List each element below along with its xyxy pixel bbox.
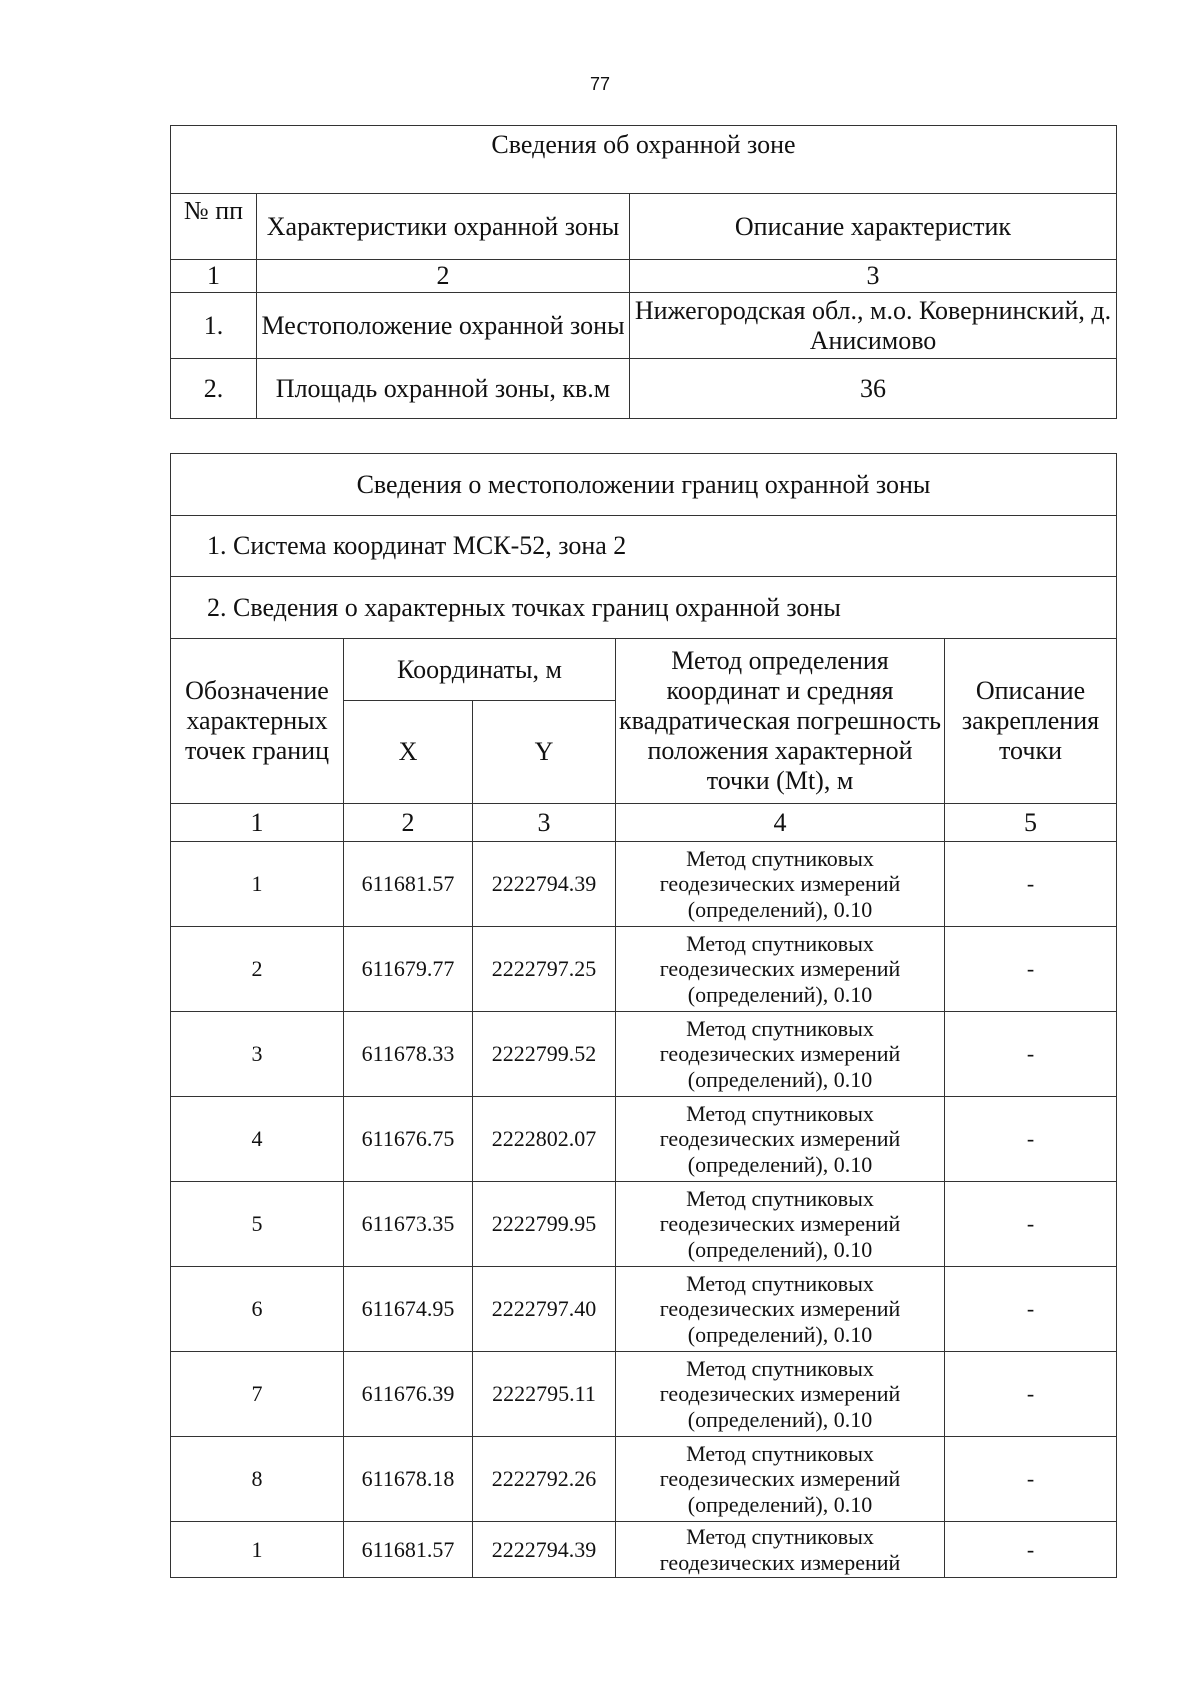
header-number: № пп <box>171 194 257 260</box>
method: Метод спутниковых геодезических измерений (определений), 0.10 <box>616 1267 945 1352</box>
fixing: - <box>945 1012 1117 1097</box>
row-number: 2. <box>171 359 257 419</box>
coord-y: 2222797.25 <box>473 927 616 1012</box>
point-id: 2 <box>171 927 344 1012</box>
method: Метод спутниковых геодезических измерений (определений), 0.10 <box>616 1352 945 1437</box>
coord-x: 611681.57 <box>344 1522 473 1578</box>
method: Метод спутниковых геодезических измерений (определений), 0.10 <box>616 1097 945 1182</box>
table-row <box>171 359 1117 419</box>
boundaries-title: Сведения о местоположении границ охранной зоны <box>171 454 1117 516</box>
page-number: 77 <box>589 74 611 94</box>
method: Метод спутниковых геодезических измерений (определений), 0.10 <box>616 1012 945 1097</box>
row-characteristic: Площадь охранной зоны, кв.м <box>257 359 630 419</box>
fixing: - <box>945 1182 1117 1267</box>
colnum-3: 3 <box>630 260 1117 293</box>
point-id: 6 <box>171 1267 344 1352</box>
method: Метод спутниковых геодезических измерений (определений), 0.10 <box>616 842 945 927</box>
table-row <box>171 1352 1117 1437</box>
coord-y: 2222799.95 <box>473 1182 616 1267</box>
fixing: - <box>945 1522 1117 1578</box>
coord-system: 1. Система координат МСК-52, зона 2 <box>171 516 1117 577</box>
fixing: - <box>945 927 1117 1012</box>
colnum-1: 1 <box>171 260 257 293</box>
fixing: - <box>945 1437 1117 1522</box>
coord-y: 2222795.11 <box>473 1352 616 1437</box>
fixing: - <box>945 1352 1117 1437</box>
colnum-1: 1 <box>171 804 344 842</box>
coord-x: 611676.39 <box>344 1352 473 1437</box>
table-row <box>171 1267 1117 1352</box>
coord-x: 611681.57 <box>344 842 473 927</box>
method: Метод спутниковых геодезических измерений (определений), 0.10 <box>616 1182 945 1267</box>
header-x: X <box>344 701 473 804</box>
points-table <box>170 803 1117 1578</box>
point-id: 1 <box>171 1522 344 1578</box>
header-method: Метод определения координат и средняя квадратическая погрешность положения характерной точки (Mt), м <box>616 639 945 804</box>
header-description: Описание характеристик <box>630 194 1117 260</box>
row-description: 36 <box>630 359 1117 419</box>
header-y: Y <box>473 701 616 804</box>
coord-y: 2222797.40 <box>473 1267 616 1352</box>
point-id: 1 <box>171 842 344 927</box>
point-id: 8 <box>171 1437 344 1522</box>
row-description: Нижегородская обл., м.о. Ковернинский, д. Анисимово <box>630 293 1117 359</box>
table-row <box>171 1437 1117 1522</box>
method: Метод спутниковых геодезических измерений (определений), 0.10 <box>616 1437 945 1522</box>
zone-info-title: Сведения об охранной зоне <box>171 126 1117 194</box>
row-characteristic: Местоположение охранной зоны <box>257 293 630 359</box>
header-characteristic: Характеристики охранной зоны <box>257 194 630 260</box>
fixing: - <box>945 1097 1117 1182</box>
colnum-2: 2 <box>344 804 473 842</box>
coord-x: 611678.18 <box>344 1437 473 1522</box>
table-row <box>171 1097 1117 1182</box>
point-id: 7 <box>171 1352 344 1437</box>
colnum-3: 3 <box>473 804 616 842</box>
boundaries-table <box>170 453 1117 804</box>
method: Метод спутниковых геодезических измерений <box>616 1522 945 1578</box>
table-row <box>171 1012 1117 1097</box>
coord-y: 2222799.52 <box>473 1012 616 1097</box>
header-coordinates: Координаты, м <box>344 639 616 701</box>
header-designation: Обозначение характерных точек границ <box>171 639 344 804</box>
table-row <box>171 1522 1117 1578</box>
coord-x: 611679.77 <box>344 927 473 1012</box>
point-id: 3 <box>171 1012 344 1097</box>
row-number: 1. <box>171 293 257 359</box>
table-row <box>171 842 1117 927</box>
zone-info-table <box>170 125 1117 419</box>
fixing: - <box>945 1267 1117 1352</box>
table-row <box>171 1182 1117 1267</box>
coord-x: 611674.95 <box>344 1267 473 1352</box>
table-row <box>171 293 1117 359</box>
method: Метод спутниковых геодезических измерений (определений), 0.10 <box>616 927 945 1012</box>
coord-x: 611676.75 <box>344 1097 473 1182</box>
fixing: - <box>945 842 1117 927</box>
table-row <box>171 927 1117 1012</box>
point-id: 5 <box>171 1182 344 1267</box>
points-heading: 2. Сведения о характерных точках границ охранной зоны <box>171 577 1117 639</box>
coord-y: 2222792.26 <box>473 1437 616 1522</box>
point-id: 4 <box>171 1097 344 1182</box>
colnum-5: 5 <box>945 804 1117 842</box>
coord-x: 611673.35 <box>344 1182 473 1267</box>
coord-y: 2222794.39 <box>473 842 616 927</box>
coord-y: 2222794.39 <box>473 1522 616 1578</box>
header-fixing: Описание закрепления точки <box>945 639 1117 804</box>
coord-y: 2222802.07 <box>473 1097 616 1182</box>
colnum-4: 4 <box>616 804 945 842</box>
coord-x: 611678.33 <box>344 1012 473 1097</box>
colnum-2: 2 <box>257 260 630 293</box>
